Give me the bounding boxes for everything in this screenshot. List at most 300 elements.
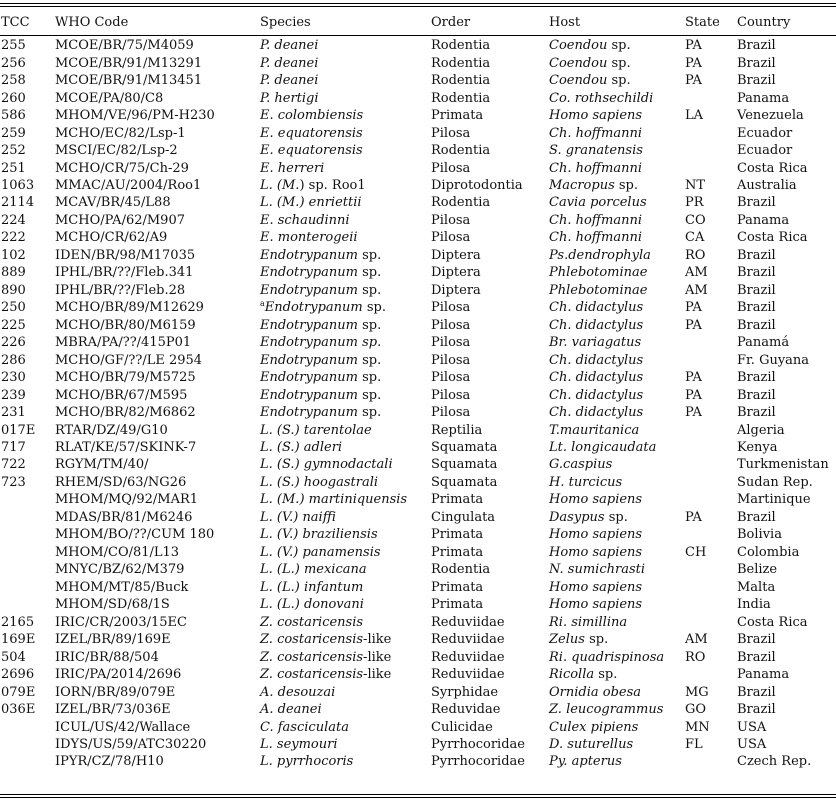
who-code-cell: MHOM/BO/??/CUM 180 bbox=[55, 527, 215, 543]
species-cell-part: Endotrypanum bbox=[260, 265, 358, 281]
order-cell: Rodentia bbox=[431, 195, 491, 211]
who-code-cell: MHOM/SD/68/1S bbox=[55, 597, 170, 613]
species-cell-part: V. bbox=[281, 527, 294, 543]
state-cell: CH bbox=[685, 544, 707, 560]
host-cell-part: D. suturellus bbox=[549, 736, 634, 752]
state-cell: NT bbox=[685, 177, 706, 193]
tcc-cell: 251 bbox=[1, 160, 26, 176]
who-code-cell: MHOM/VE/96/PM-H230 bbox=[55, 108, 215, 124]
state-cell bbox=[684, 579, 736, 596]
host-cell bbox=[548, 107, 684, 124]
order-cell: Pilosa bbox=[431, 300, 471, 316]
tcc-cell: 226 bbox=[1, 335, 26, 351]
tcc-cell bbox=[0, 526, 54, 543]
species-cell-part: Endotrypanum bbox=[260, 405, 358, 421]
order-cell: Pilosa bbox=[431, 125, 471, 141]
order-cell: Pilosa bbox=[431, 405, 471, 421]
bottom-rule-double bbox=[0, 797, 836, 798]
species-cell-part: A. deanei bbox=[260, 702, 322, 718]
who-code-cell: MCHO/BR/82/M6862 bbox=[55, 405, 196, 421]
species-cell-part: L. ( bbox=[260, 177, 282, 193]
host-cell-part: Ch. didactylus bbox=[549, 300, 644, 316]
state-cell bbox=[684, 491, 736, 508]
species-cell-part: S. bbox=[281, 440, 295, 456]
tcc-cell bbox=[0, 596, 54, 613]
table-row bbox=[0, 456, 836, 473]
who-code-cell: MCHO/GF/??/LE 2954 bbox=[55, 352, 203, 368]
country-cell: Australia bbox=[737, 177, 797, 193]
country-cell: Brazil bbox=[737, 632, 776, 648]
order-cell: Reduviidae bbox=[431, 667, 505, 683]
state-cell bbox=[684, 613, 736, 630]
species-cell-part: E. herreri bbox=[260, 160, 325, 176]
who-code-cell: RGYM/TM/40/ bbox=[55, 457, 149, 473]
state-cell bbox=[684, 124, 736, 141]
host-cell bbox=[548, 159, 684, 176]
host-cell-part: H. turcicus bbox=[549, 474, 623, 490]
host-cell bbox=[548, 509, 684, 526]
who-code-cell: IPHL/BR/??/Fleb.28 bbox=[55, 282, 186, 298]
species-cell-part: L. ( bbox=[260, 492, 282, 508]
tcc-cell: 260 bbox=[1, 90, 26, 106]
who-code-cell: IPYR/CZ/78/H10 bbox=[55, 754, 164, 770]
tcc-cell: 225 bbox=[1, 317, 26, 333]
species-cell-part: Endotrypanum bbox=[260, 317, 358, 333]
host-cell bbox=[548, 561, 684, 578]
tcc-cell: 230 bbox=[1, 370, 26, 386]
table-row bbox=[0, 474, 836, 491]
species-cell bbox=[259, 683, 430, 700]
host-cell bbox=[548, 264, 684, 281]
species-cell bbox=[259, 229, 430, 246]
table-row bbox=[0, 753, 836, 770]
species-cell-part: L. ( bbox=[260, 562, 282, 578]
state-cell: AM bbox=[685, 632, 708, 648]
country-cell: Brazil bbox=[737, 195, 776, 211]
host-cell bbox=[548, 718, 684, 735]
who-code-cell: IDEN/BR/98/M17035 bbox=[55, 247, 196, 263]
species-cell-part: ) tarentolae bbox=[294, 422, 372, 438]
host-cell-part: Coendou bbox=[549, 55, 608, 71]
order-cell: Primata bbox=[431, 544, 484, 560]
host-cell-part: Homo sapiens bbox=[549, 597, 643, 613]
species-cell-part: L. pyrrhocoris bbox=[260, 754, 354, 770]
who-code-cell: MHOM/MT/85/Buck bbox=[55, 579, 189, 595]
species-cell bbox=[259, 317, 430, 334]
who-code-cell: IZEL/BR/89/169E bbox=[55, 632, 171, 648]
host-cell bbox=[548, 124, 684, 141]
host-cell bbox=[548, 666, 684, 683]
host-cell-part: Lt. longicaudata bbox=[549, 440, 657, 456]
state-cell bbox=[684, 334, 736, 351]
table-row bbox=[0, 421, 836, 438]
who-code-cell: MCOE/BR/91/M13291 bbox=[55, 55, 203, 71]
host-cell-part: S. granatensis bbox=[549, 143, 643, 159]
species-cell-part: ) donovani bbox=[294, 597, 364, 613]
table-row bbox=[0, 264, 836, 281]
species-cell bbox=[259, 631, 430, 648]
host-cell bbox=[548, 386, 684, 403]
who-code-cell: MCAV/BR/45/L88 bbox=[55, 195, 171, 211]
host-cell-part: Ch. hoffmanni bbox=[549, 212, 642, 228]
species-cell-part: L. ( bbox=[260, 474, 282, 490]
table-row bbox=[0, 526, 836, 543]
table-row bbox=[0, 107, 836, 124]
header-order: Order bbox=[431, 14, 471, 30]
table-row bbox=[0, 177, 836, 194]
species-cell-part: L. ( bbox=[260, 527, 282, 543]
tcc-cell: 222 bbox=[1, 230, 26, 246]
host-cell bbox=[548, 72, 684, 89]
order-cell: Pilosa bbox=[431, 387, 471, 403]
order-cell: Primata bbox=[431, 108, 484, 124]
species-cell bbox=[259, 54, 430, 71]
host-cell-part: Z. leucogrammus bbox=[549, 702, 664, 718]
state-cell bbox=[684, 456, 736, 473]
species-cell-part: V. bbox=[281, 544, 294, 560]
who-code-cell: MCHO/BR/67/M595 bbox=[55, 387, 188, 403]
species-cell-part: L. ( bbox=[260, 440, 282, 456]
species-cell-part: A. desouzai bbox=[260, 684, 336, 700]
state-cell: CO bbox=[685, 212, 706, 228]
state-cell: PA bbox=[685, 370, 702, 386]
host-cell bbox=[548, 456, 684, 473]
host-cell bbox=[548, 683, 684, 700]
order-cell: Primata bbox=[431, 527, 484, 543]
host-cell bbox=[548, 194, 684, 211]
tcc-cell: 231 bbox=[1, 405, 26, 421]
species-cell bbox=[259, 142, 430, 159]
host-cell-part: Ps.dendrophyla bbox=[549, 247, 651, 263]
table-row bbox=[0, 351, 836, 368]
host-cell-part: G.caspius bbox=[549, 457, 613, 473]
country-cell: Brazil bbox=[737, 38, 776, 54]
state-cell: FL bbox=[685, 736, 703, 752]
host-cell-part: Homo sapiens bbox=[549, 108, 643, 124]
who-code-cell: MCOE/PA/80/C8 bbox=[55, 90, 164, 106]
species-cell bbox=[259, 613, 430, 630]
tcc-cell: 2696 bbox=[1, 667, 35, 683]
tcc-cell bbox=[0, 736, 54, 753]
who-code-cell: MHOM/MQ/92/MAR1 bbox=[55, 492, 199, 508]
host-cell bbox=[548, 212, 684, 229]
country-cell: Turkmenistan bbox=[737, 457, 829, 473]
species-cell-part: ) adleri bbox=[294, 440, 343, 456]
species-cell bbox=[259, 212, 430, 229]
who-code-cell: IORN/BR/89/079E bbox=[55, 684, 176, 700]
species-cell bbox=[259, 299, 430, 316]
host-cell-part: T.mauritanica bbox=[549, 422, 640, 438]
host-cell-part: Zelus bbox=[549, 632, 585, 648]
species-cell-part: ) panamensis bbox=[293, 544, 381, 560]
host-cell-part: Ch. didactylus bbox=[549, 352, 644, 368]
tcc-cell: 586 bbox=[1, 108, 26, 124]
host-cell bbox=[548, 631, 684, 648]
species-cell-part: L. bbox=[281, 579, 295, 595]
header-row bbox=[0, 11, 836, 33]
country-cell: Brazil bbox=[737, 684, 776, 700]
species-cell-part: L. ( bbox=[260, 579, 282, 595]
species-cell-part: sp. bbox=[362, 300, 386, 316]
host-cell bbox=[548, 439, 684, 456]
host-cell-part: Dasypus bbox=[549, 509, 605, 525]
state-cell: PA bbox=[685, 300, 702, 316]
species-cell bbox=[259, 247, 430, 264]
species-cell-part: a bbox=[260, 299, 265, 309]
country-cell: Brazil bbox=[737, 387, 776, 403]
country-cell: Ecuador bbox=[737, 143, 793, 159]
tcc-cell bbox=[0, 579, 54, 596]
tcc-cell: 224 bbox=[1, 212, 26, 228]
tcc-cell: 722 bbox=[1, 457, 26, 473]
who-code-cell: MCOE/BR/75/M4059 bbox=[55, 38, 194, 54]
species-cell bbox=[259, 526, 430, 543]
host-cell-part: Ricolla bbox=[549, 667, 595, 683]
species-cell bbox=[259, 37, 430, 54]
country-cell: Bolivia bbox=[737, 527, 782, 543]
who-code-cell: IPHL/BR/??/Fleb.341 bbox=[55, 265, 194, 281]
tcc-cell: 2165 bbox=[1, 614, 35, 630]
host-cell-part: Phlebotominae bbox=[549, 282, 648, 298]
country-cell: Brazil bbox=[737, 247, 776, 263]
country-cell: Fr. Guyana bbox=[737, 352, 810, 368]
state-cell: PA bbox=[685, 405, 702, 421]
table-row bbox=[0, 299, 836, 316]
tcc-cell: 255 bbox=[1, 38, 26, 54]
state-cell: GO bbox=[685, 702, 707, 718]
country-cell: Brazil bbox=[737, 300, 776, 316]
state-cell bbox=[684, 596, 736, 613]
species-cell-part: V. bbox=[281, 509, 294, 525]
table-row bbox=[0, 561, 836, 578]
order-cell: Primata bbox=[431, 579, 484, 595]
order-cell: Pilosa bbox=[431, 317, 471, 333]
top-rule-double bbox=[0, 6, 836, 7]
who-code-cell: RLAT/KE/57/SKINK-7 bbox=[55, 440, 197, 456]
tcc-cell: 017E bbox=[1, 422, 36, 438]
host-cell bbox=[548, 334, 684, 351]
table-row bbox=[0, 683, 836, 700]
species-cell bbox=[259, 753, 430, 770]
host-cell-part: Ch. hoffmanni bbox=[549, 125, 642, 141]
host-cell-part: Br. variagatus bbox=[549, 335, 642, 351]
who-code-cell: MCHO/BR/89/M12629 bbox=[55, 300, 204, 316]
country-cell: Costa Rica bbox=[737, 614, 808, 630]
table-row bbox=[0, 491, 836, 508]
table-row bbox=[0, 89, 836, 106]
country-cell: Brazil bbox=[737, 282, 776, 298]
host-cell bbox=[548, 596, 684, 613]
state-cell: PA bbox=[685, 73, 702, 89]
order-cell: Primata bbox=[431, 492, 484, 508]
order-cell: Squamata bbox=[431, 440, 498, 456]
country-cell: Panamá bbox=[737, 335, 790, 351]
host-cell bbox=[548, 247, 684, 264]
host-cell-part: Co. rothsechildi bbox=[549, 90, 654, 106]
state-cell bbox=[684, 159, 736, 176]
order-cell: Cingulata bbox=[431, 509, 496, 525]
table-row bbox=[0, 648, 836, 665]
host-cell bbox=[548, 421, 684, 438]
tcc-cell: 102 bbox=[1, 247, 26, 263]
tcc-cell: 258 bbox=[1, 73, 26, 89]
state-cell: LA bbox=[685, 108, 704, 124]
header-host: Host bbox=[549, 14, 581, 30]
host-cell-part: Ch. didactylus bbox=[549, 370, 644, 386]
who-code-cell: MCHO/BR/80/M6159 bbox=[55, 317, 196, 333]
order-cell: Diptera bbox=[431, 247, 481, 263]
order-cell: Syrphidae bbox=[431, 684, 499, 700]
who-code-cell: IRIC/CR/2003/15EC bbox=[55, 614, 187, 630]
table-row bbox=[0, 386, 836, 403]
table-row bbox=[0, 159, 836, 176]
host-cell bbox=[548, 579, 684, 596]
order-cell: Reduviidae bbox=[431, 614, 505, 630]
table-row bbox=[0, 544, 836, 561]
order-cell: Squamata bbox=[431, 457, 498, 473]
host-cell bbox=[548, 404, 684, 421]
top-rule bbox=[0, 3, 836, 4]
tcc-cell bbox=[0, 544, 54, 561]
species-cell bbox=[259, 107, 430, 124]
species-cell-part: ) mexicana bbox=[294, 562, 367, 578]
data-table bbox=[0, 11, 836, 771]
species-cell bbox=[259, 474, 430, 491]
host-cell bbox=[548, 351, 684, 368]
host-cell-part: Macropus bbox=[549, 177, 615, 193]
order-cell: Rodentia bbox=[431, 562, 491, 578]
species-cell-part: ) sp. Roo1 bbox=[299, 177, 366, 193]
tcc-cell: 256 bbox=[1, 55, 26, 71]
species-cell-part: ) hoogastrali bbox=[294, 474, 379, 490]
species-cell-part: ) enriettii bbox=[299, 195, 362, 211]
who-code-cell: MCHO/BR/79/M5725 bbox=[55, 370, 196, 386]
species-cell-part: -like bbox=[363, 632, 392, 648]
host-cell-part: sp. bbox=[614, 177, 639, 193]
table-row bbox=[0, 212, 836, 229]
order-cell: Pilosa bbox=[431, 352, 471, 368]
host-cell bbox=[548, 282, 684, 299]
species-cell bbox=[259, 736, 430, 753]
state-cell bbox=[684, 142, 736, 159]
who-code-cell: MCHO/PA/62/M907 bbox=[55, 212, 185, 228]
table-row bbox=[0, 124, 836, 141]
species-cell-part: L. ( bbox=[260, 457, 282, 473]
tcc-cell: 723 bbox=[1, 474, 26, 490]
country-cell: Panama bbox=[737, 212, 790, 228]
order-cell: Pilosa bbox=[431, 335, 471, 351]
species-cell bbox=[259, 177, 430, 194]
host-cell bbox=[548, 142, 684, 159]
tcc-cell: 252 bbox=[1, 143, 26, 159]
who-code-cell: IRIC/PA/2014/2696 bbox=[55, 667, 182, 683]
host-cell-part: sp. bbox=[604, 509, 628, 525]
tcc-cell bbox=[0, 509, 54, 526]
header-country: Country bbox=[737, 14, 791, 30]
tcc-cell bbox=[0, 753, 54, 770]
table-row bbox=[0, 229, 836, 246]
who-code-cell: ICUL/US/42/Wallace bbox=[55, 719, 191, 735]
host-cell bbox=[548, 229, 684, 246]
header-state: State bbox=[685, 14, 720, 30]
order-cell: Diptera bbox=[431, 265, 481, 281]
country-cell: Costa Rica bbox=[737, 230, 808, 246]
species-cell-part: Endotrypanum bbox=[260, 247, 358, 263]
tcc-cell: 036E bbox=[1, 702, 36, 718]
tcc-cell bbox=[0, 718, 54, 735]
host-cell-part: Py. apterus bbox=[549, 754, 622, 770]
host-cell bbox=[548, 736, 684, 753]
species-cell-part: L. ( bbox=[260, 509, 282, 525]
country-cell: Czech Rep. bbox=[737, 754, 812, 770]
host-cell bbox=[548, 54, 684, 71]
species-cell-part: S. bbox=[281, 422, 295, 438]
host-cell bbox=[548, 701, 684, 718]
table-row bbox=[0, 736, 836, 753]
species-cell-part: ) naiffi bbox=[293, 509, 337, 525]
state-cell: CA bbox=[685, 230, 705, 246]
header-who-code: WHO Code bbox=[55, 14, 129, 30]
species-cell bbox=[259, 369, 430, 386]
species-cell bbox=[259, 264, 430, 281]
species-cell bbox=[259, 72, 430, 89]
host-cell-part: Ch. didactylus bbox=[549, 387, 644, 403]
who-code-cell: IZEL/BR/73/036E bbox=[55, 702, 171, 718]
country-cell: Brazil bbox=[737, 649, 776, 665]
who-code-cell: MDAS/BR/81/M6246 bbox=[55, 509, 193, 525]
country-cell: Brazil bbox=[737, 702, 776, 718]
host-cell bbox=[548, 89, 684, 106]
state-cell bbox=[684, 561, 736, 578]
host-cell-part: Homo sapiens bbox=[549, 579, 643, 595]
species-cell-part: Z. costaricensis bbox=[260, 667, 364, 683]
host-cell bbox=[548, 474, 684, 491]
country-cell: Brazil bbox=[737, 405, 776, 421]
species-cell-part: M. bbox=[281, 177, 300, 193]
species-cell-part: sp. bbox=[357, 370, 382, 386]
tcc-cell: 1063 bbox=[1, 177, 35, 193]
state-cell: PR bbox=[685, 195, 704, 211]
species-cell-part: Z. costaricensis bbox=[260, 632, 364, 648]
species-cell bbox=[259, 404, 430, 421]
who-code-cell: MBRA/PA/??/415P01 bbox=[55, 335, 192, 351]
state-cell: MG bbox=[685, 684, 709, 700]
who-code-cell: MHOM/CO/81/L13 bbox=[55, 544, 180, 560]
host-cell bbox=[548, 177, 684, 194]
species-cell bbox=[259, 421, 430, 438]
species-cell-part: M. bbox=[281, 195, 300, 211]
species-cell bbox=[259, 351, 430, 368]
species-cell-part: ) braziliensis bbox=[293, 527, 378, 543]
state-cell bbox=[684, 439, 736, 456]
species-cell bbox=[259, 194, 430, 211]
state-cell bbox=[684, 666, 736, 683]
species-cell bbox=[259, 334, 430, 351]
table-body bbox=[0, 37, 836, 771]
table-row bbox=[0, 317, 836, 334]
order-cell: Squamata bbox=[431, 474, 498, 490]
table-row bbox=[0, 509, 836, 526]
host-cell bbox=[548, 37, 684, 54]
species-cell-part: sp. bbox=[357, 405, 382, 421]
species-cell-part: S. bbox=[281, 457, 295, 473]
species-cell bbox=[259, 596, 430, 613]
species-cell-part: sp. bbox=[357, 282, 382, 298]
species-cell-part: L. ( bbox=[260, 422, 282, 438]
species-cell bbox=[259, 561, 430, 578]
state-cell bbox=[684, 89, 736, 106]
species-cell-part: E. schaudinni bbox=[260, 212, 350, 228]
